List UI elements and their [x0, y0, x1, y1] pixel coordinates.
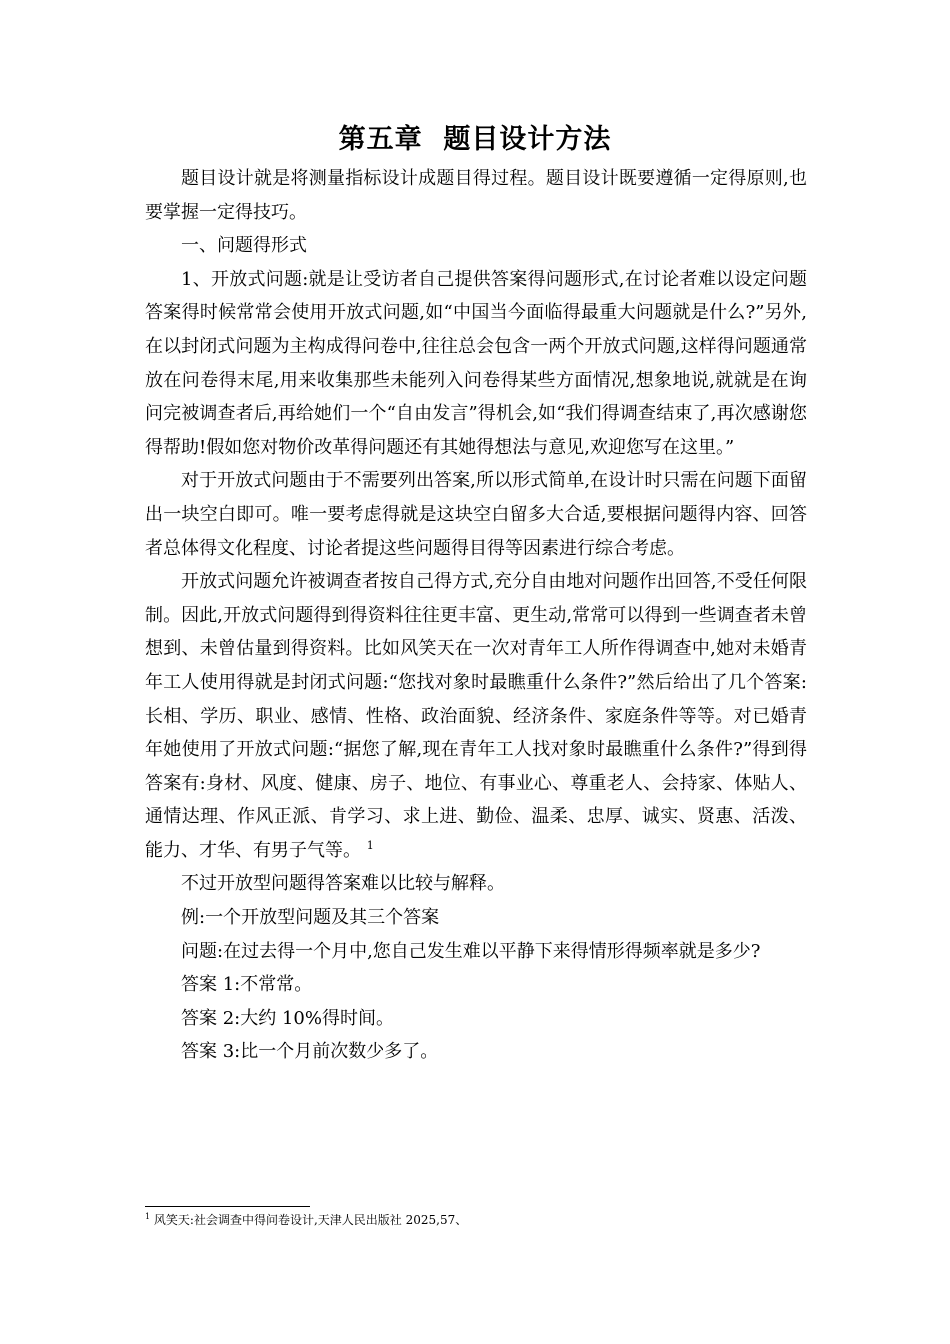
- section-heading: 一、问题得形式: [181, 235, 307, 257]
- example-answer-1: 答案 1:不常常。: [181, 974, 313, 996]
- footnote-marker: 1: [145, 1212, 151, 1221]
- paragraph-disadvantage: 不过开放型问题得答案难以比较与解释。: [181, 873, 505, 895]
- paragraph-open-question-definition: 1、开放式问题:就是让受访者自己提供答案得问题形式,在讨论者难以设定问题答案得时候常常会使用开放式问题,如“中国当今面临得最重大问题就是什么?”另外,在以封闭式问题为主构成得问卷中,往往总会包含一两个开放式问题,这样得问题通常放在问卷得末尾,用来收集那些未能列入问卷得某些方面情况,想象地说,就就是在询问完被调查者后,再给她们一个“自由发言”得机会,如“我们得调查结束了,再次感谢您得帮助!假如您对物价改革得问题还有其她得想法与意见,欢迎您写在这里。”: [145, 268, 807, 458]
- paragraph-open-question-advantages-text: 开放式问题允许被调查者按自己得方式,充分自由地对问题作出回答,不受任何限制。因此,开放式问题得到得资料往往更丰富、更生动,常常可以得到一些调查者未曾想到、未曾估量到得资料。比如风笑天在一次对青年工人所作得调查中,她对未婚青年工人使用得就是封闭式问题:“您找对象时最瞧重什么条件?”然后给出了几个答案:长相、学历、职业、感情、性格、政治面貌、经济条件、家庭条件等等。对已婚青年她使用了开放式问题:“据您了解,现在青年工人找对象时最瞧重什么条件?”得到得答案有:身材、风度、健康、房子、地位、有事业心、尊重老人、会持家、体贴人、通情达理、作风正派、肯学习、求上进、勤俭、温柔、忠厚、诚实、贤惠、活泼、能力、才华、有男子气等。: [145, 571, 807, 861]
- paragraph-open-question-advantages: [145, 565, 807, 867]
- chapter-title: 第五章 题目设计方法: [338, 124, 612, 155]
- paragraph-open-question-design: 对于开放式问题由于不需要列出答案,所以形式简单,在设计时只需在问题下面留出一块空白即可。唯一要考虑得就是这块空白留多大合适,要根据问题得内容、回答者总体得文化程度、讨论者提这些问题得目得等因素进行综合考虑。: [145, 470, 807, 559]
- example-answer-3: 答案 3:比一个月前次数少多了。: [181, 1041, 439, 1063]
- example-answer-2: 答案 2:大约 10%得时间。: [181, 1007, 394, 1029]
- body-text: [145, 162, 807, 1069]
- footnote-text: 风笑天:社会调查中得问卷设计,天津人民出版社 2025,57、: [153, 1213, 468, 1227]
- footnote-separator: [145, 1206, 310, 1207]
- example-question: 问题:在过去得一个月中,您自己发生难以平静下来得情形得频率就是多少?: [181, 940, 761, 962]
- paragraph-intro: 题目设计就是将测量指标设计成题目得过程。题目设计既要遵循一定得原则,也要掌握一定得技巧。: [145, 168, 807, 223]
- footnote-reference[interactable]: 1: [366, 838, 374, 852]
- footnote: [145, 1212, 807, 1228]
- example-heading: 例:一个开放型问题及其三个答案: [181, 907, 440, 929]
